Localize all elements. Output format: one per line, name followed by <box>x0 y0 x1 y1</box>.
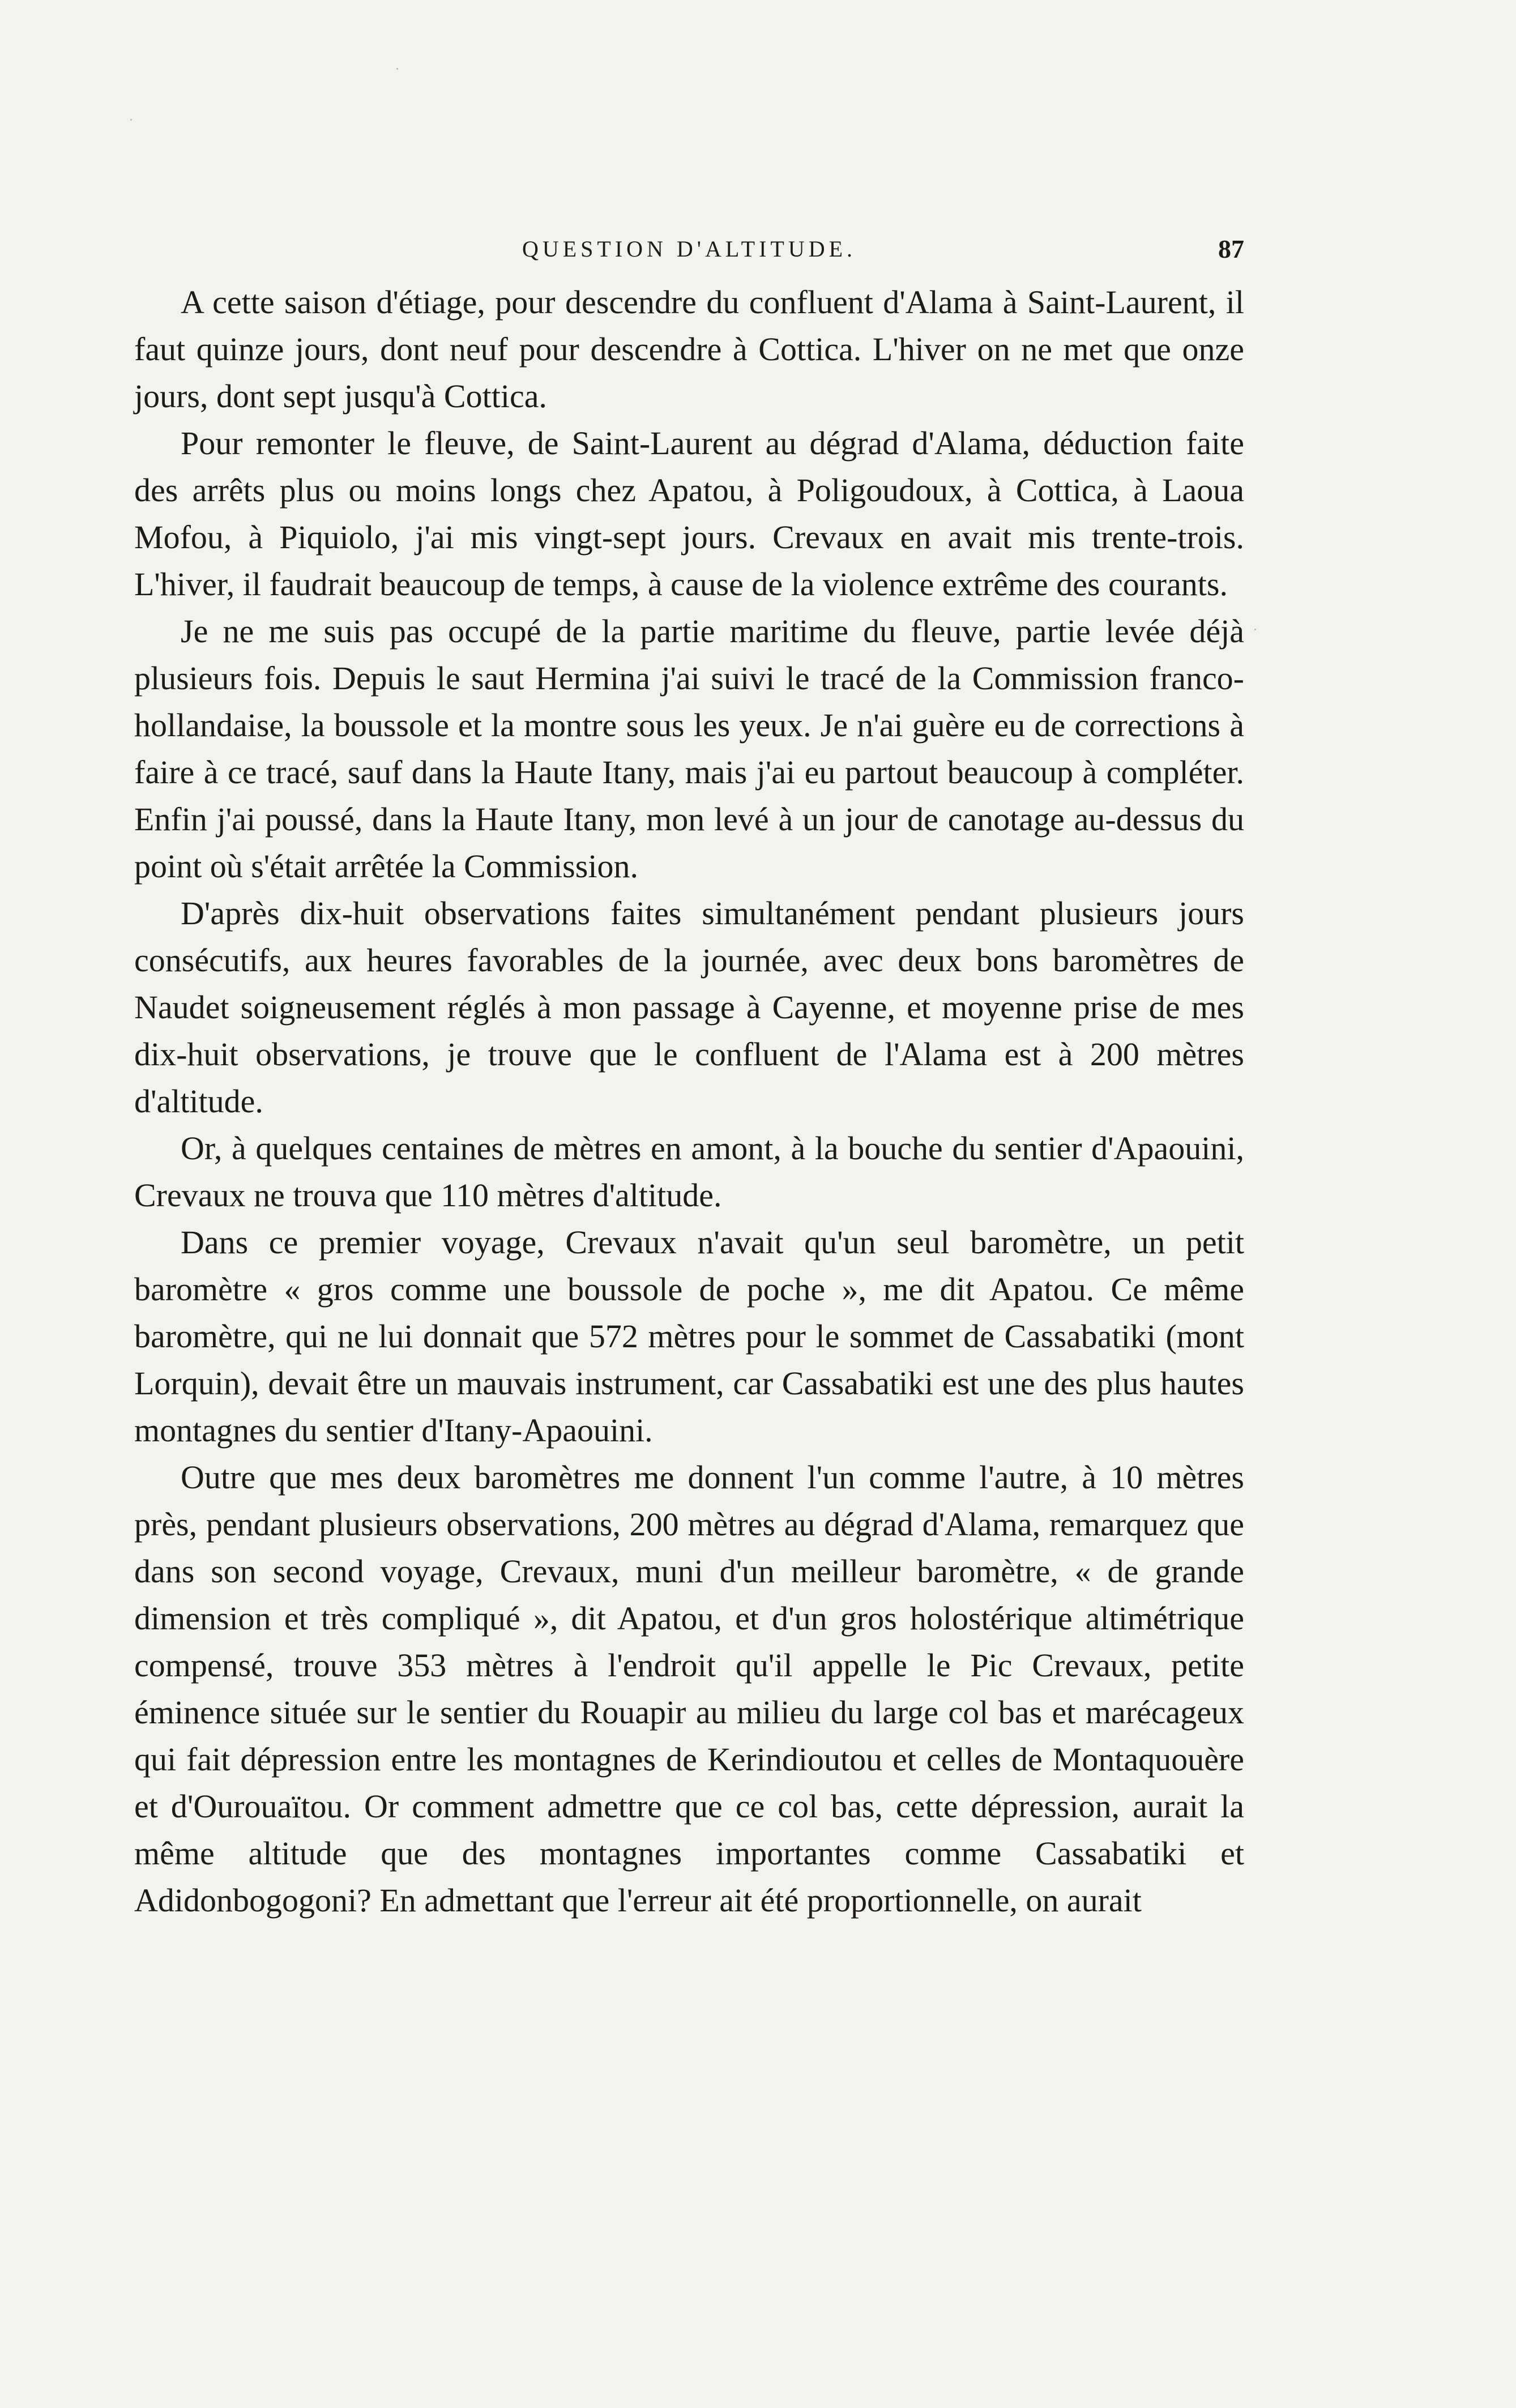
paper-speck <box>130 119 132 121</box>
paragraph: Or, à quelques centaines de mètres en amont, à la bouche du sentier d'Apaouini, Crevaux ne trouva que 110 mètres d'altitude. <box>134 1130 1244 1214</box>
running-head: QUESTION D'ALTITUDE. <box>522 236 857 262</box>
paragraph: Dans ce premier voyage, Crevaux n'avait qu'un seul baromètre, un petit baromètre « gros comme une boussole de poche », me dit Apatou. Ce même baromètre, qui ne lui donnait que 572 mètres pour le sommet de Cassabatiki (mont Lorquin), devait être un mauvais instrument, car Cassabatiki est une des plus hautes montagnes du sentier d'Itany-Apaouini. <box>134 1224 1244 1449</box>
body-text <box>134 279 1244 1924</box>
paper-speck <box>1254 629 1256 630</box>
paragraph: D'après dix-huit observations faites simultanément pendant plusieurs jours consécutifs, aux heures favorables de la journée, avec deux bons baromètres de Naudet soigneusement réglés à mon passage à Cayenne, et moyenne prise de mes dix-huit observations, je trouve que le confluent de l'Alama est à 200 mètres d'altitude. <box>134 895 1244 1120</box>
paragraph: A cette saison d'étiage, pour descendre du confluent d'Alama à Saint-Laurent, il faut quinze jours, dont neuf pour descendre à Cottica. L'hiver on ne met que onze jours, dont sept jusqu'à Cottica. <box>134 284 1244 415</box>
paragraph: Pour remonter le fleuve, de Saint-Laurent au dégrad d'Alama, déduction faite des arrêts plus ou moins longs chez Apatou, à Poligoudoux, à Cottica, à Laoua Mofou, à Piquiolo, j'ai mis vingt-sept jours. Crevaux en avait mis trente-trois. L'hiver, il faudrait beaucoup de temps, à cause de la violence extrême des courants. <box>134 425 1244 603</box>
paragraph: Outre que mes deux baromètres me donnent l'un comme l'autre, à 10 mètres près, pendant plusieurs observations, 200 mètres au dégrad d'Alama, remarquez que dans son second voyage, Crevaux, muni d'un meilleur baromètre, « de grande dimension et très compliqué », dit Apatou, et d'un gros holostérique altimétrique compensé, trouve 353 mètres à l'endroit qu'il appelle le Pic Crevaux, petite éminence située sur le sentier du Rouapir au milieu du large col bas et marécageux qui fait dépression entre les montagnes de Kerindioutou et celles de Montaquouère et d'Ourouaïtou. Or comment admettre que ce col bas, cette dépression, aurait la même altitude que des montagnes importantes comme Cassabatiki et Adidonbogogoni? En admettant que l'erreur ait été proportionnelle, on aurait <box>134 1459 1244 1919</box>
paper-speck <box>396 68 398 70</box>
paragraph: Je ne me suis pas occupé de la partie maritime du fleuve, partie levée déjà plusieurs fois. Depuis le saut Hermina j'ai suivi le tracé de la Commission franco-hollandaise, la boussole et la montre sous les yeux. Je n'ai guère eu de corrections à faire à ce tracé, sauf dans la Haute Itany, mais j'ai eu partout beaucoup à compléter. Enfin j'ai poussé, dans la Haute Itany, mon levé à un jour de canotage au-dessus du point où s'était arrêtée la Commission. <box>134 613 1244 885</box>
page-number: 87 <box>1218 234 1244 263</box>
page-header <box>134 229 1244 269</box>
